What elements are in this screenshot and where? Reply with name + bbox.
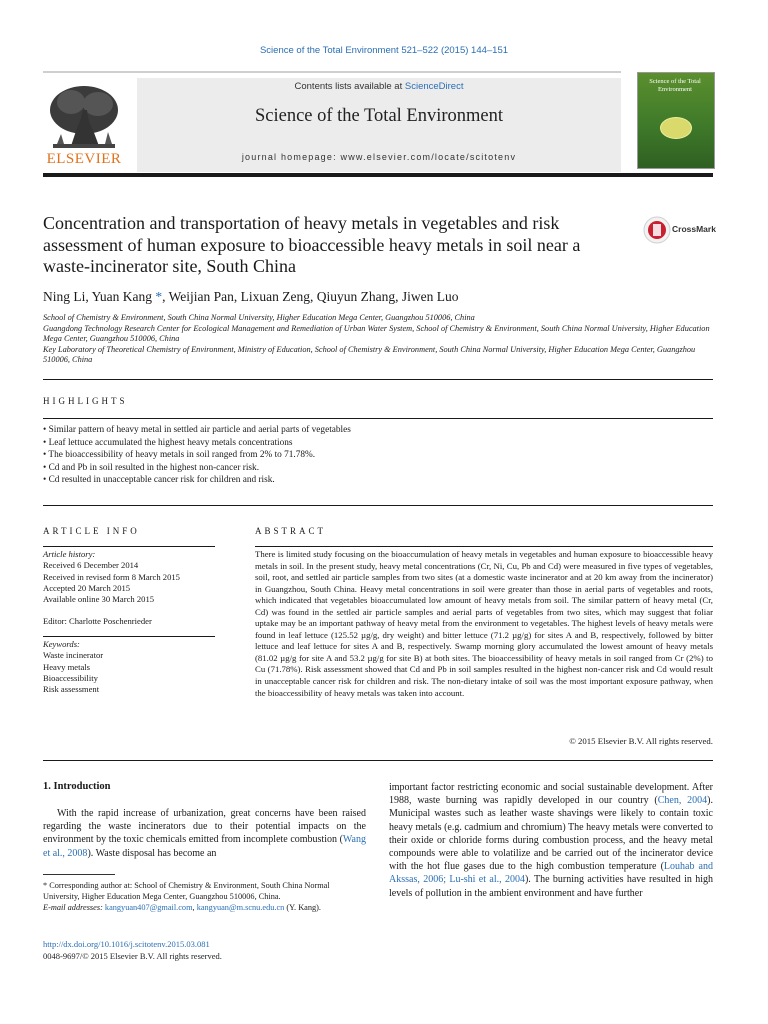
masthead-top-rule: [43, 71, 621, 73]
keyword: Risk assessment: [43, 684, 100, 695]
crossmark-label[interactable]: CrossMark: [672, 224, 716, 234]
section-divider: [43, 636, 215, 637]
email-link[interactable]: kangyuan@m.scnu.edu.cn: [196, 902, 285, 912]
keyword: Waste incinerator: [43, 650, 104, 661]
accepted-date: Accepted 20 March 2015: [43, 582, 131, 593]
authors-rest: , Weijian Pan, Lixuan Zeng, Qiuyun Zhang, Jiwen Luo: [162, 289, 459, 304]
journal-title: Science of the Total Environment: [254, 106, 504, 126]
journal-citation[interactable]: Science of the Total Environment 521–522 (2015) 144–151: [259, 45, 509, 56]
elsevier-wordmark: ELSEVIER: [46, 151, 122, 167]
highlight-item: • Similar pattern of heavy metal in settled air particle and aerial parts of vegetables: [43, 424, 713, 437]
article-title: Concentration and transportation of heavy metals in vegetables and risk assessment of human exposure to bioaccessible heavy metals in soil near a waste-incinerator site, South China: [43, 213, 581, 276]
affiliations: [43, 313, 715, 366]
keyword: Heavy metals: [43, 661, 91, 672]
history-label: Article history:: [43, 549, 96, 559]
abstract-copyright: © 2015 Elsevier B.V. All rights reserved.: [569, 736, 713, 746]
corresponding-author-footnote: [43, 881, 366, 913]
reference-link[interactable]: Louhab and Akssas, 2006; Lu-shi et al., 2004: [389, 861, 713, 886]
keywords-label: Keywords:: [43, 639, 80, 649]
reference-link[interactable]: Wang et al., 2008: [43, 834, 366, 859]
reference-link[interactable]: Chen, 2004: [657, 795, 708, 807]
affiliation: Key Laboratory of Theoretical Chemistry of Environment, Ministry of Education, School of Chemistry & Environment, South China Normal University, Higher Education Mega Center, Guangzhou 510006, China: [43, 344, 696, 364]
introduction-heading: 1. Introduction: [43, 781, 111, 792]
article-info-heading: ARTICLE INFO: [43, 526, 140, 536]
abstract-heading: ABSTRACT: [255, 526, 327, 536]
section-divider: [43, 418, 713, 419]
highlights-heading: HIGHLIGHTS: [43, 396, 128, 406]
affiliation: School of Chemistry & Environment, South China Normal University, Higher Education Mega Center, Guangzhou 510006, China: [43, 313, 475, 322]
corresponding-author-marker[interactable]: *: [155, 289, 163, 304]
highlights-list: [43, 424, 713, 487]
section-divider: [43, 505, 713, 506]
email-separator: ,: [192, 902, 197, 912]
highlight-item: • Leaf lettuce accumulated the highest heavy metals concentrations: [43, 437, 713, 450]
highlight-item: • The bioaccessibility of heavy metals in soil ranged from 2% to 71.78%.: [43, 449, 713, 462]
footnote-rule: [43, 874, 115, 875]
issn-line: 0048-9697/© 2015 Elsevier B.V. All rights reserved.: [43, 951, 222, 961]
journal-homepage[interactable]: journal homepage: www.elsevier.com/locate/scitotenv: [241, 152, 517, 162]
email-tail: (Y. Kang).: [284, 902, 321, 912]
revised-date: Received in revised form 8 March 2015: [43, 571, 180, 582]
highlight-item: • Cd resulted in unacceptable cancer risk for children and risk.: [43, 474, 713, 487]
authors-first: Ning Li, Yuan Kang: [43, 289, 156, 304]
received-date: Received 6 December 2014: [43, 560, 139, 571]
sciencedirect-link[interactable]: ScienceDirect: [404, 81, 464, 92]
email-label: E-mail addresses:: [43, 902, 105, 912]
email-link[interactable]: kangyuan407@gmail.com: [104, 902, 193, 912]
editor-line: Editor: Charlotte Poschenrieder: [43, 616, 152, 627]
body-column-left: [43, 807, 366, 860]
abstract-text: There is limited study focusing on the bioaccumulation of heavy metals in vegetables and human exposure to bioaccessible heavy metals in soil. In the present study, heavy metal concentrations (Cr, Ni, Cu, Pb and Cd) were measured in five types of vegetables, soil, root, and settled air particle samples from two sites (at a domestic waste incinerator and at 20 km away from the incinerator) in Guangzhou, South China. Heavy metal concentrations in soil were greater than those in aerial parts of vegetables and roots, which indicated that vegetables bioaccumulated low amount of heavy metals from soil. The similar pattern of heavy metal (Cr, Cd) was found in the settled air particle samples and aerial parts of vegetables from two sites, which may suggest that foliar uptake may be an important pathway of heavy metal from the environment to vegetables. The highest levels of heavy metals were found in leaf lettuce (125.52 µg/g, dry weight) and bitter lettuce (71.2 µg/g) for sites A and B, respectively, followed by bitter lettuce and leaf lettuce for sites A and B, respectively. Swamp morning glory accumulated the lowest amount of heavy metals (81.02 µg/g for site A and 53.2 µg/g for site B) at both sites. The bioaccessibility of heavy metals in soil ranged from Cr (2%) to Cu (71.78%). Risk assessment showed that Cd and Pb in soil samples resulted in the highest non-cancer risk and Cd would result in unacceptable cancer risk for children and risk. The non-dietary intake of soil was the most important exposure pathway, when the bioaccessibility of heavy metals was taken into account.: [255, 549, 713, 698]
body-text: ). Municipal wastes such as leather waste shavings were likely to contain toxic heavy metals (e.g. cadmium and chromium) The heavy metals were converted to their oxide or chloride forms during combustion process, and the heavy metal compounds were able to volatilize and be carried out of the incinerator device with the hot flue gases due to the high combustion temperature (: [389, 795, 713, 873]
body-text: With the rapid increase of urbanization, great concerns have been raised regarding the waste incinerators due to their potential impacts on the environment by the toxic chemicals emitted from incomplete combustion (: [43, 808, 366, 846]
contents-available-line: [137, 81, 621, 92]
cover-graphic: [660, 117, 692, 139]
highlight-item: • Cd and Pb in soil resulted in the highest non-cancer risk.: [43, 462, 713, 475]
author-list: [43, 289, 703, 305]
body-text: ). Waste disposal has become an: [87, 847, 217, 859]
section-divider: [43, 546, 215, 547]
corresponding-author-text: * Corresponding author at: School of Chemistry & Environment, South China Normal University, Higher Education Mega Center, Guangzhou 510006, China.: [43, 881, 330, 901]
article-history: [43, 549, 215, 628]
cover-title: Science of the Total Environment: [649, 78, 701, 93]
keywords: [43, 639, 215, 695]
body-text: ). The burning activities have resulted in high levels of pollution in the ambient environment and have further: [389, 874, 713, 899]
body-column-right: [389, 781, 713, 900]
contents-prefix: Contents lists available at: [294, 81, 405, 92]
section-divider: [255, 546, 713, 547]
section-divider: [43, 379, 713, 380]
body-text: important factor restricting economic and social sustainable development. After 1988, waste burning was rapidly developed in our country (: [389, 782, 713, 807]
masthead-bottom-rule: [43, 173, 713, 177]
doi-link[interactable]: http://dx.doi.org/10.1016/j.scitotenv.2015.03.081: [43, 939, 210, 949]
section-divider: [43, 760, 713, 761]
keyword: Bioaccessibility: [43, 672, 98, 683]
online-date: Available online 30 March 2015: [43, 594, 155, 605]
affiliation: Guangdong Technology Research Center for Ecological Management and Remediation of Urban Water System, School of Chemistry & Environment, South China Normal University, Higher Education Mega Center, Guangzhou 510006, China: [43, 323, 710, 343]
